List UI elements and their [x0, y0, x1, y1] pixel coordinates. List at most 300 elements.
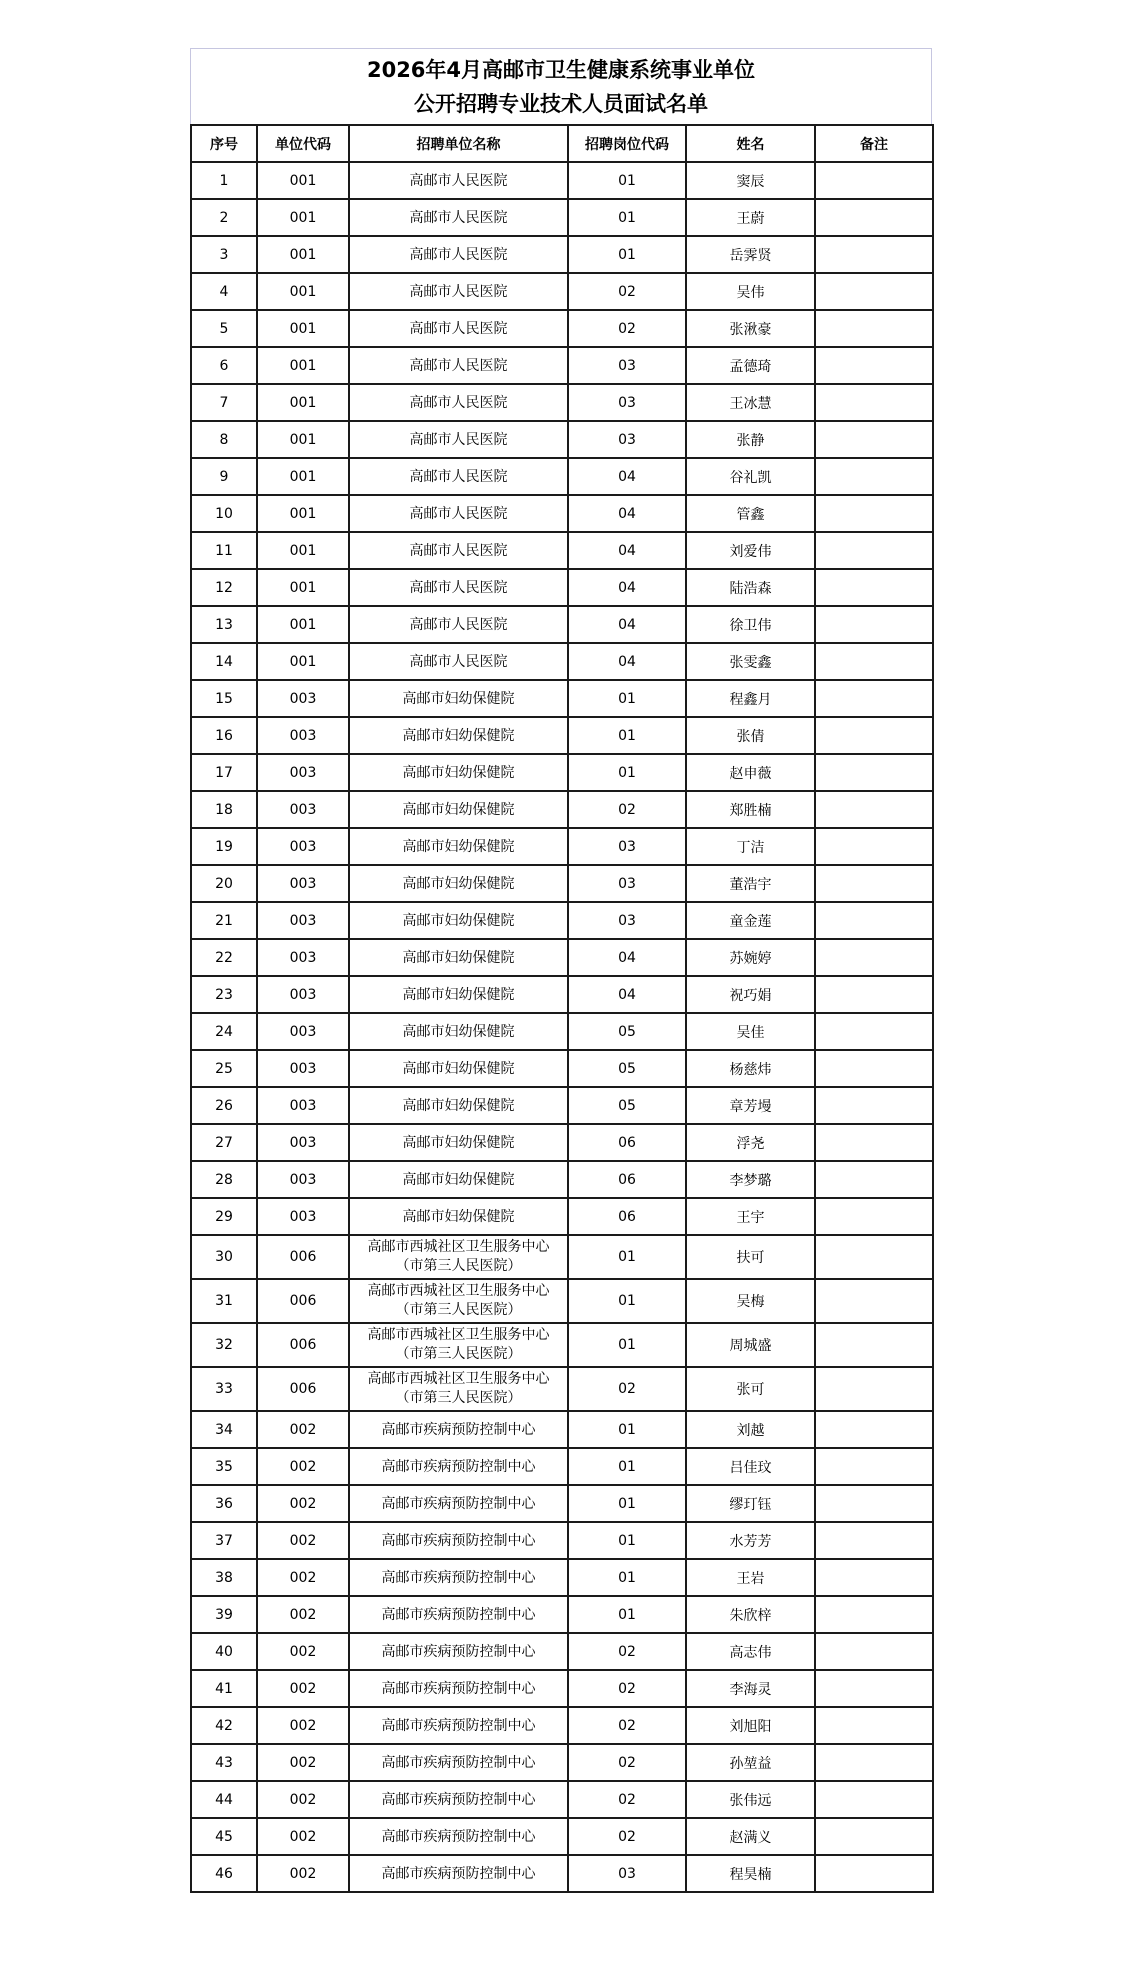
- table-row: [191, 495, 933, 532]
- cell-unit-name: 高邮市疾病预防控制中心: [349, 1633, 568, 1670]
- cell-note: [815, 495, 933, 532]
- cell-unit-code: 001: [257, 532, 349, 569]
- cell-seq: 1: [191, 162, 257, 199]
- column-header-unit-name: 招聘单位名称: [349, 125, 568, 162]
- cell-post-code: 02: [568, 791, 686, 828]
- cell-seq: 45: [191, 1818, 257, 1855]
- cell-post-code: 06: [568, 1198, 686, 1235]
- cell-post-code: 01: [568, 754, 686, 791]
- column-header-name: 姓名: [686, 125, 815, 162]
- table-row: [191, 754, 933, 791]
- cell-seq: 13: [191, 606, 257, 643]
- cell-unit-name: 高邮市人民医院: [349, 199, 568, 236]
- cell-unit-name: 高邮市妇幼保健院: [349, 791, 568, 828]
- cell-note: [815, 236, 933, 273]
- table-row: [191, 1411, 933, 1448]
- cell-unit-name: 高邮市妇幼保健院: [349, 828, 568, 865]
- cell-unit-code: 002: [257, 1522, 349, 1559]
- cell-name: 孟德琦: [686, 347, 815, 384]
- cell-unit-name: 高邮市人民医院: [349, 495, 568, 532]
- cell-name: 赵申薇: [686, 754, 815, 791]
- cell-post-code: 01: [568, 1235, 686, 1279]
- cell-unit-name: 高邮市妇幼保健院: [349, 1013, 568, 1050]
- table-row: [191, 1781, 933, 1818]
- table-row: [191, 828, 933, 865]
- cell-post-code: 04: [568, 976, 686, 1013]
- cell-note: [815, 1522, 933, 1559]
- cell-note: [815, 680, 933, 717]
- cell-name: 杨慈炜: [686, 1050, 815, 1087]
- cell-unit-code: 002: [257, 1707, 349, 1744]
- table-row: [191, 1559, 933, 1596]
- cell-seq: 43: [191, 1744, 257, 1781]
- cell-post-code: 02: [568, 1818, 686, 1855]
- cell-unit-code: 003: [257, 1124, 349, 1161]
- cell-unit-code: 003: [257, 717, 349, 754]
- cell-unit-name: 高邮市人民医院: [349, 606, 568, 643]
- cell-post-code: 01: [568, 1411, 686, 1448]
- cell-unit-code: 001: [257, 273, 349, 310]
- cell-unit-name: 高邮市人民医院: [349, 273, 568, 310]
- cell-note: [815, 421, 933, 458]
- cell-post-code: 01: [568, 680, 686, 717]
- cell-name: 刘旭阳: [686, 1707, 815, 1744]
- cell-seq: 26: [191, 1087, 257, 1124]
- cell-post-code: 01: [568, 1596, 686, 1633]
- cell-unit-name: 高邮市疾病预防控制中心: [349, 1485, 568, 1522]
- cell-unit-name: 高邮市人民医院: [349, 458, 568, 495]
- cell-unit-code: 002: [257, 1559, 349, 1596]
- cell-unit-code: 006: [257, 1367, 349, 1411]
- cell-note: [815, 384, 933, 421]
- cell-unit-name: 高邮市妇幼保健院: [349, 939, 568, 976]
- table-row: [191, 865, 933, 902]
- cell-unit-name: 高邮市妇幼保健院: [349, 1050, 568, 1087]
- cell-unit-code: 003: [257, 754, 349, 791]
- cell-note: [815, 643, 933, 680]
- cell-name: 陆浩森: [686, 569, 815, 606]
- cell-note: [815, 939, 933, 976]
- cell-post-code: 03: [568, 865, 686, 902]
- cell-unit-code: 002: [257, 1744, 349, 1781]
- column-header-post-code: 招聘岗位代码: [568, 125, 686, 162]
- table-row: [191, 717, 933, 754]
- cell-name: 缪玎钰: [686, 1485, 815, 1522]
- table-row: [191, 1050, 933, 1087]
- cell-note: [815, 606, 933, 643]
- cell-note: [815, 1161, 933, 1198]
- cell-name: 张伟远: [686, 1781, 815, 1818]
- cell-unit-name: 高邮市疾病预防控制中心: [349, 1855, 568, 1892]
- cell-note: [815, 1485, 933, 1522]
- cell-post-code: 02: [568, 273, 686, 310]
- table-row: [191, 1323, 933, 1367]
- cell-seq: 9: [191, 458, 257, 495]
- cell-name: 李海灵: [686, 1670, 815, 1707]
- cell-note: [815, 1596, 933, 1633]
- cell-unit-name: [349, 1235, 568, 1279]
- cell-note: [815, 1050, 933, 1087]
- cell-seq: 14: [191, 643, 257, 680]
- cell-seq: 24: [191, 1013, 257, 1050]
- cell-note: [815, 828, 933, 865]
- cell-unit-name: 高邮市疾病预防控制中心: [349, 1670, 568, 1707]
- cell-name: 水芳芳: [686, 1522, 815, 1559]
- cell-seq: 5: [191, 310, 257, 347]
- cell-post-code: 04: [568, 532, 686, 569]
- cell-post-code: 02: [568, 1670, 686, 1707]
- table-row: [191, 1485, 933, 1522]
- cell-name: 章芳墁: [686, 1087, 815, 1124]
- table-row: [191, 458, 933, 495]
- cell-name: 程鑫月: [686, 680, 815, 717]
- cell-post-code: 04: [568, 569, 686, 606]
- table-row: [191, 310, 933, 347]
- cell-note: [815, 865, 933, 902]
- cell-seq: 29: [191, 1198, 257, 1235]
- table-row: [191, 1855, 933, 1892]
- cell-seq: 34: [191, 1411, 257, 1448]
- cell-unit-code: 001: [257, 347, 349, 384]
- cell-note: [815, 791, 933, 828]
- cell-unit-name: [349, 1323, 568, 1367]
- cell-seq: 21: [191, 902, 257, 939]
- table-row: [191, 1818, 933, 1855]
- unit-name-line-1: 高邮市西城社区卫生服务中心: [367, 1239, 550, 1255]
- cell-unit-code: 002: [257, 1818, 349, 1855]
- cell-note: [815, 1087, 933, 1124]
- cell-name: 徐卫伟: [686, 606, 815, 643]
- column-header-note: 备注: [815, 125, 933, 162]
- table-row: [191, 236, 933, 273]
- table-row: [191, 421, 933, 458]
- cell-unit-name: 高邮市疾病预防控制中心: [349, 1448, 568, 1485]
- cell-post-code: 03: [568, 384, 686, 421]
- table-row: [191, 1448, 933, 1485]
- cell-note: [815, 1411, 933, 1448]
- cell-post-code: 01: [568, 1323, 686, 1367]
- cell-unit-code: 002: [257, 1448, 349, 1485]
- cell-unit-name: 高邮市疾病预防控制中心: [349, 1522, 568, 1559]
- cell-post-code: 01: [568, 162, 686, 199]
- cell-seq: 39: [191, 1596, 257, 1633]
- cell-unit-code: 006: [257, 1323, 349, 1367]
- table-row: [191, 1522, 933, 1559]
- table-row: [191, 976, 933, 1013]
- cell-note: [815, 1818, 933, 1855]
- cell-unit-code: 003: [257, 865, 349, 902]
- cell-post-code: 02: [568, 1707, 686, 1744]
- cell-post-code: 02: [568, 1744, 686, 1781]
- cell-unit-code: 006: [257, 1279, 349, 1323]
- table-row: [191, 384, 933, 421]
- table-row: [191, 1161, 933, 1198]
- cell-unit-code: 002: [257, 1596, 349, 1633]
- cell-note: [815, 347, 933, 384]
- unit-name-line-2: （市第三人民医院）: [395, 1302, 522, 1318]
- cell-post-code: 01: [568, 199, 686, 236]
- cell-note: [815, 754, 933, 791]
- cell-unit-name: 高邮市人民医院: [349, 310, 568, 347]
- cell-post-code: 06: [568, 1161, 686, 1198]
- table-row: [191, 347, 933, 384]
- table-row: [191, 162, 933, 199]
- cell-name: 张雯鑫: [686, 643, 815, 680]
- cell-name: 李梦璐: [686, 1161, 815, 1198]
- cell-seq: 27: [191, 1124, 257, 1161]
- cell-unit-code: 003: [257, 1087, 349, 1124]
- column-header-unit-code: 单位代码: [257, 125, 349, 162]
- cell-unit-code: 006: [257, 1235, 349, 1279]
- cell-seq: 4: [191, 273, 257, 310]
- cell-seq: 22: [191, 939, 257, 976]
- cell-unit-code: 003: [257, 1050, 349, 1087]
- cell-post-code: 03: [568, 902, 686, 939]
- cell-note: [815, 1198, 933, 1235]
- cell-post-code: 05: [568, 1013, 686, 1050]
- cell-unit-code: 001: [257, 458, 349, 495]
- cell-name: 王宇: [686, 1198, 815, 1235]
- cell-name: 童金莲: [686, 902, 815, 939]
- cell-name: 谷礼凯: [686, 458, 815, 495]
- cell-unit-code: 001: [257, 606, 349, 643]
- cell-note: [815, 1279, 933, 1323]
- cell-seq: 46: [191, 1855, 257, 1892]
- cell-unit-name: 高邮市疾病预防控制中心: [349, 1818, 568, 1855]
- cell-unit-code: 001: [257, 162, 349, 199]
- cell-name: 丁洁: [686, 828, 815, 865]
- cell-name: 浮尧: [686, 1124, 815, 1161]
- table-row: [191, 1707, 933, 1744]
- cell-unit-code: 003: [257, 828, 349, 865]
- cell-seq: 36: [191, 1485, 257, 1522]
- cell-name: 赵满义: [686, 1818, 815, 1855]
- cell-seq: 15: [191, 680, 257, 717]
- cell-seq: 7: [191, 384, 257, 421]
- document-title: [190, 48, 932, 124]
- table-row: [191, 1744, 933, 1781]
- unit-name-line-2: （市第三人民医院）: [395, 1346, 522, 1362]
- table-row: [191, 1198, 933, 1235]
- cell-seq: 3: [191, 236, 257, 273]
- cell-unit-name: 高邮市人民医院: [349, 347, 568, 384]
- cell-note: [815, 1744, 933, 1781]
- cell-note: [815, 162, 933, 199]
- cell-note: [815, 569, 933, 606]
- table-row: [191, 1087, 933, 1124]
- cell-note: [815, 717, 933, 754]
- cell-unit-name: 高邮市妇幼保健院: [349, 754, 568, 791]
- cell-name: 刘爱伟: [686, 532, 815, 569]
- title-line-2: 公开招聘专业技术人员面试名单: [414, 92, 708, 116]
- cell-unit-code: 003: [257, 791, 349, 828]
- cell-note: [815, 1707, 933, 1744]
- cell-note: [815, 1633, 933, 1670]
- cell-post-code: 03: [568, 347, 686, 384]
- cell-name: 吴伟: [686, 273, 815, 310]
- table-row: [191, 273, 933, 310]
- cell-name: 董浩宇: [686, 865, 815, 902]
- cell-name: 吴梅: [686, 1279, 815, 1323]
- cell-seq: 12: [191, 569, 257, 606]
- cell-unit-name: 高邮市疾病预防控制中心: [349, 1781, 568, 1818]
- cell-post-code: 01: [568, 236, 686, 273]
- cell-seq: 41: [191, 1670, 257, 1707]
- cell-post-code: 01: [568, 717, 686, 754]
- table-header-row: [191, 125, 933, 162]
- unit-name-line-1: 高邮市西城社区卫生服务中心: [367, 1371, 550, 1387]
- cell-unit-name: 高邮市疾病预防控制中心: [349, 1707, 568, 1744]
- cell-seq: 19: [191, 828, 257, 865]
- table-row: [191, 199, 933, 236]
- table-row: [191, 680, 933, 717]
- cell-seq: 37: [191, 1522, 257, 1559]
- cell-name: 张湫豪: [686, 310, 815, 347]
- cell-name: 王蔚: [686, 199, 815, 236]
- document-page: [190, 48, 932, 1893]
- cell-post-code: 01: [568, 1448, 686, 1485]
- cell-post-code: 03: [568, 1855, 686, 1892]
- cell-name: 王冰慧: [686, 384, 815, 421]
- cell-unit-code: 003: [257, 976, 349, 1013]
- cell-name: 刘越: [686, 1411, 815, 1448]
- cell-post-code: 02: [568, 1633, 686, 1670]
- cell-unit-name: 高邮市人民医院: [349, 236, 568, 273]
- table-row: [191, 1367, 933, 1411]
- cell-unit-name: 高邮市疾病预防控制中心: [349, 1559, 568, 1596]
- cell-unit-name: 高邮市疾病预防控制中心: [349, 1596, 568, 1633]
- title-line-1: 2026年4月高邮市卫生健康系统事业单位: [366, 58, 756, 82]
- cell-post-code: 04: [568, 643, 686, 680]
- cell-unit-code: 003: [257, 1198, 349, 1235]
- table-row: [191, 1596, 933, 1633]
- cell-post-code: 02: [568, 1367, 686, 1411]
- cell-seq: 2: [191, 199, 257, 236]
- cell-name: 管鑫: [686, 495, 815, 532]
- cell-name: 苏婉婷: [686, 939, 815, 976]
- cell-note: [815, 310, 933, 347]
- cell-name: 祝巧娟: [686, 976, 815, 1013]
- cell-seq: 44: [191, 1781, 257, 1818]
- cell-unit-name: 高邮市人民医院: [349, 569, 568, 606]
- cell-unit-name: 高邮市妇幼保健院: [349, 680, 568, 717]
- cell-unit-name: 高邮市妇幼保健院: [349, 1161, 568, 1198]
- cell-name: 王岩: [686, 1559, 815, 1596]
- cell-post-code: 03: [568, 828, 686, 865]
- cell-post-code: 04: [568, 495, 686, 532]
- cell-unit-name: [349, 1279, 568, 1323]
- cell-post-code: 05: [568, 1087, 686, 1124]
- cell-note: [815, 1235, 933, 1279]
- cell-name: 张倩: [686, 717, 815, 754]
- cell-unit-name: 高邮市妇幼保健院: [349, 976, 568, 1013]
- table-row: [191, 1013, 933, 1050]
- cell-name: 郑胜楠: [686, 791, 815, 828]
- table-row: [191, 1670, 933, 1707]
- cell-unit-code: 001: [257, 421, 349, 458]
- unit-name-line-2: （市第三人民医院）: [395, 1390, 522, 1406]
- cell-name: 朱欣梓: [686, 1596, 815, 1633]
- cell-note: [815, 1323, 933, 1367]
- cell-name: 张静: [686, 421, 815, 458]
- cell-seq: 20: [191, 865, 257, 902]
- interview-roster-table: [190, 124, 934, 1893]
- cell-unit-name: 高邮市疾病预防控制中心: [349, 1411, 568, 1448]
- cell-unit-name: 高邮市人民医院: [349, 162, 568, 199]
- cell-note: [815, 273, 933, 310]
- table-row: [191, 1235, 933, 1279]
- table-row: [191, 902, 933, 939]
- cell-name: 扶可: [686, 1235, 815, 1279]
- cell-unit-code: 002: [257, 1633, 349, 1670]
- cell-name: 岳霁贤: [686, 236, 815, 273]
- cell-unit-code: 002: [257, 1670, 349, 1707]
- table-row: [191, 606, 933, 643]
- cell-note: [815, 1124, 933, 1161]
- cell-post-code: 01: [568, 1279, 686, 1323]
- cell-seq: 42: [191, 1707, 257, 1744]
- cell-seq: 11: [191, 532, 257, 569]
- cell-unit-code: 001: [257, 643, 349, 680]
- cell-seq: 33: [191, 1367, 257, 1411]
- cell-seq: 6: [191, 347, 257, 384]
- cell-unit-name: 高邮市人民医院: [349, 384, 568, 421]
- cell-unit-name: 高邮市人民医院: [349, 532, 568, 569]
- cell-unit-code: 003: [257, 1013, 349, 1050]
- cell-note: [815, 532, 933, 569]
- cell-unit-code: 001: [257, 569, 349, 606]
- cell-post-code: 03: [568, 421, 686, 458]
- cell-seq: 23: [191, 976, 257, 1013]
- cell-unit-name: 高邮市妇幼保健院: [349, 1198, 568, 1235]
- cell-note: [815, 1367, 933, 1411]
- cell-seq: 18: [191, 791, 257, 828]
- cell-seq: 31: [191, 1279, 257, 1323]
- cell-name: 孙堃益: [686, 1744, 815, 1781]
- cell-unit-code: 002: [257, 1485, 349, 1522]
- cell-note: [815, 1781, 933, 1818]
- cell-note: [815, 1448, 933, 1485]
- cell-unit-code: 002: [257, 1855, 349, 1892]
- cell-post-code: 01: [568, 1485, 686, 1522]
- cell-name: 周城盛: [686, 1323, 815, 1367]
- cell-unit-name: 高邮市人民医院: [349, 643, 568, 680]
- cell-unit-name: 高邮市妇幼保健院: [349, 1087, 568, 1124]
- cell-name: 吕佳玟: [686, 1448, 815, 1485]
- cell-unit-name: 高邮市人民医院: [349, 421, 568, 458]
- cell-unit-name: 高邮市妇幼保健院: [349, 902, 568, 939]
- cell-unit-code: 001: [257, 384, 349, 421]
- cell-post-code: 06: [568, 1124, 686, 1161]
- table-row: [191, 791, 933, 828]
- cell-unit-name: [349, 1367, 568, 1411]
- cell-note: [815, 1670, 933, 1707]
- cell-unit-code: 001: [257, 495, 349, 532]
- cell-seq: 30: [191, 1235, 257, 1279]
- cell-unit-code: 002: [257, 1411, 349, 1448]
- cell-unit-name: 高邮市疾病预防控制中心: [349, 1744, 568, 1781]
- cell-seq: 16: [191, 717, 257, 754]
- cell-unit-code: 003: [257, 939, 349, 976]
- unit-name-line-1: 高邮市西城社区卫生服务中心: [367, 1327, 550, 1343]
- cell-name: 窦辰: [686, 162, 815, 199]
- cell-seq: 40: [191, 1633, 257, 1670]
- cell-post-code: 04: [568, 606, 686, 643]
- cell-post-code: 02: [568, 310, 686, 347]
- cell-seq: 17: [191, 754, 257, 791]
- unit-name-line-2: （市第三人民医院）: [395, 1258, 522, 1274]
- cell-unit-code: 001: [257, 199, 349, 236]
